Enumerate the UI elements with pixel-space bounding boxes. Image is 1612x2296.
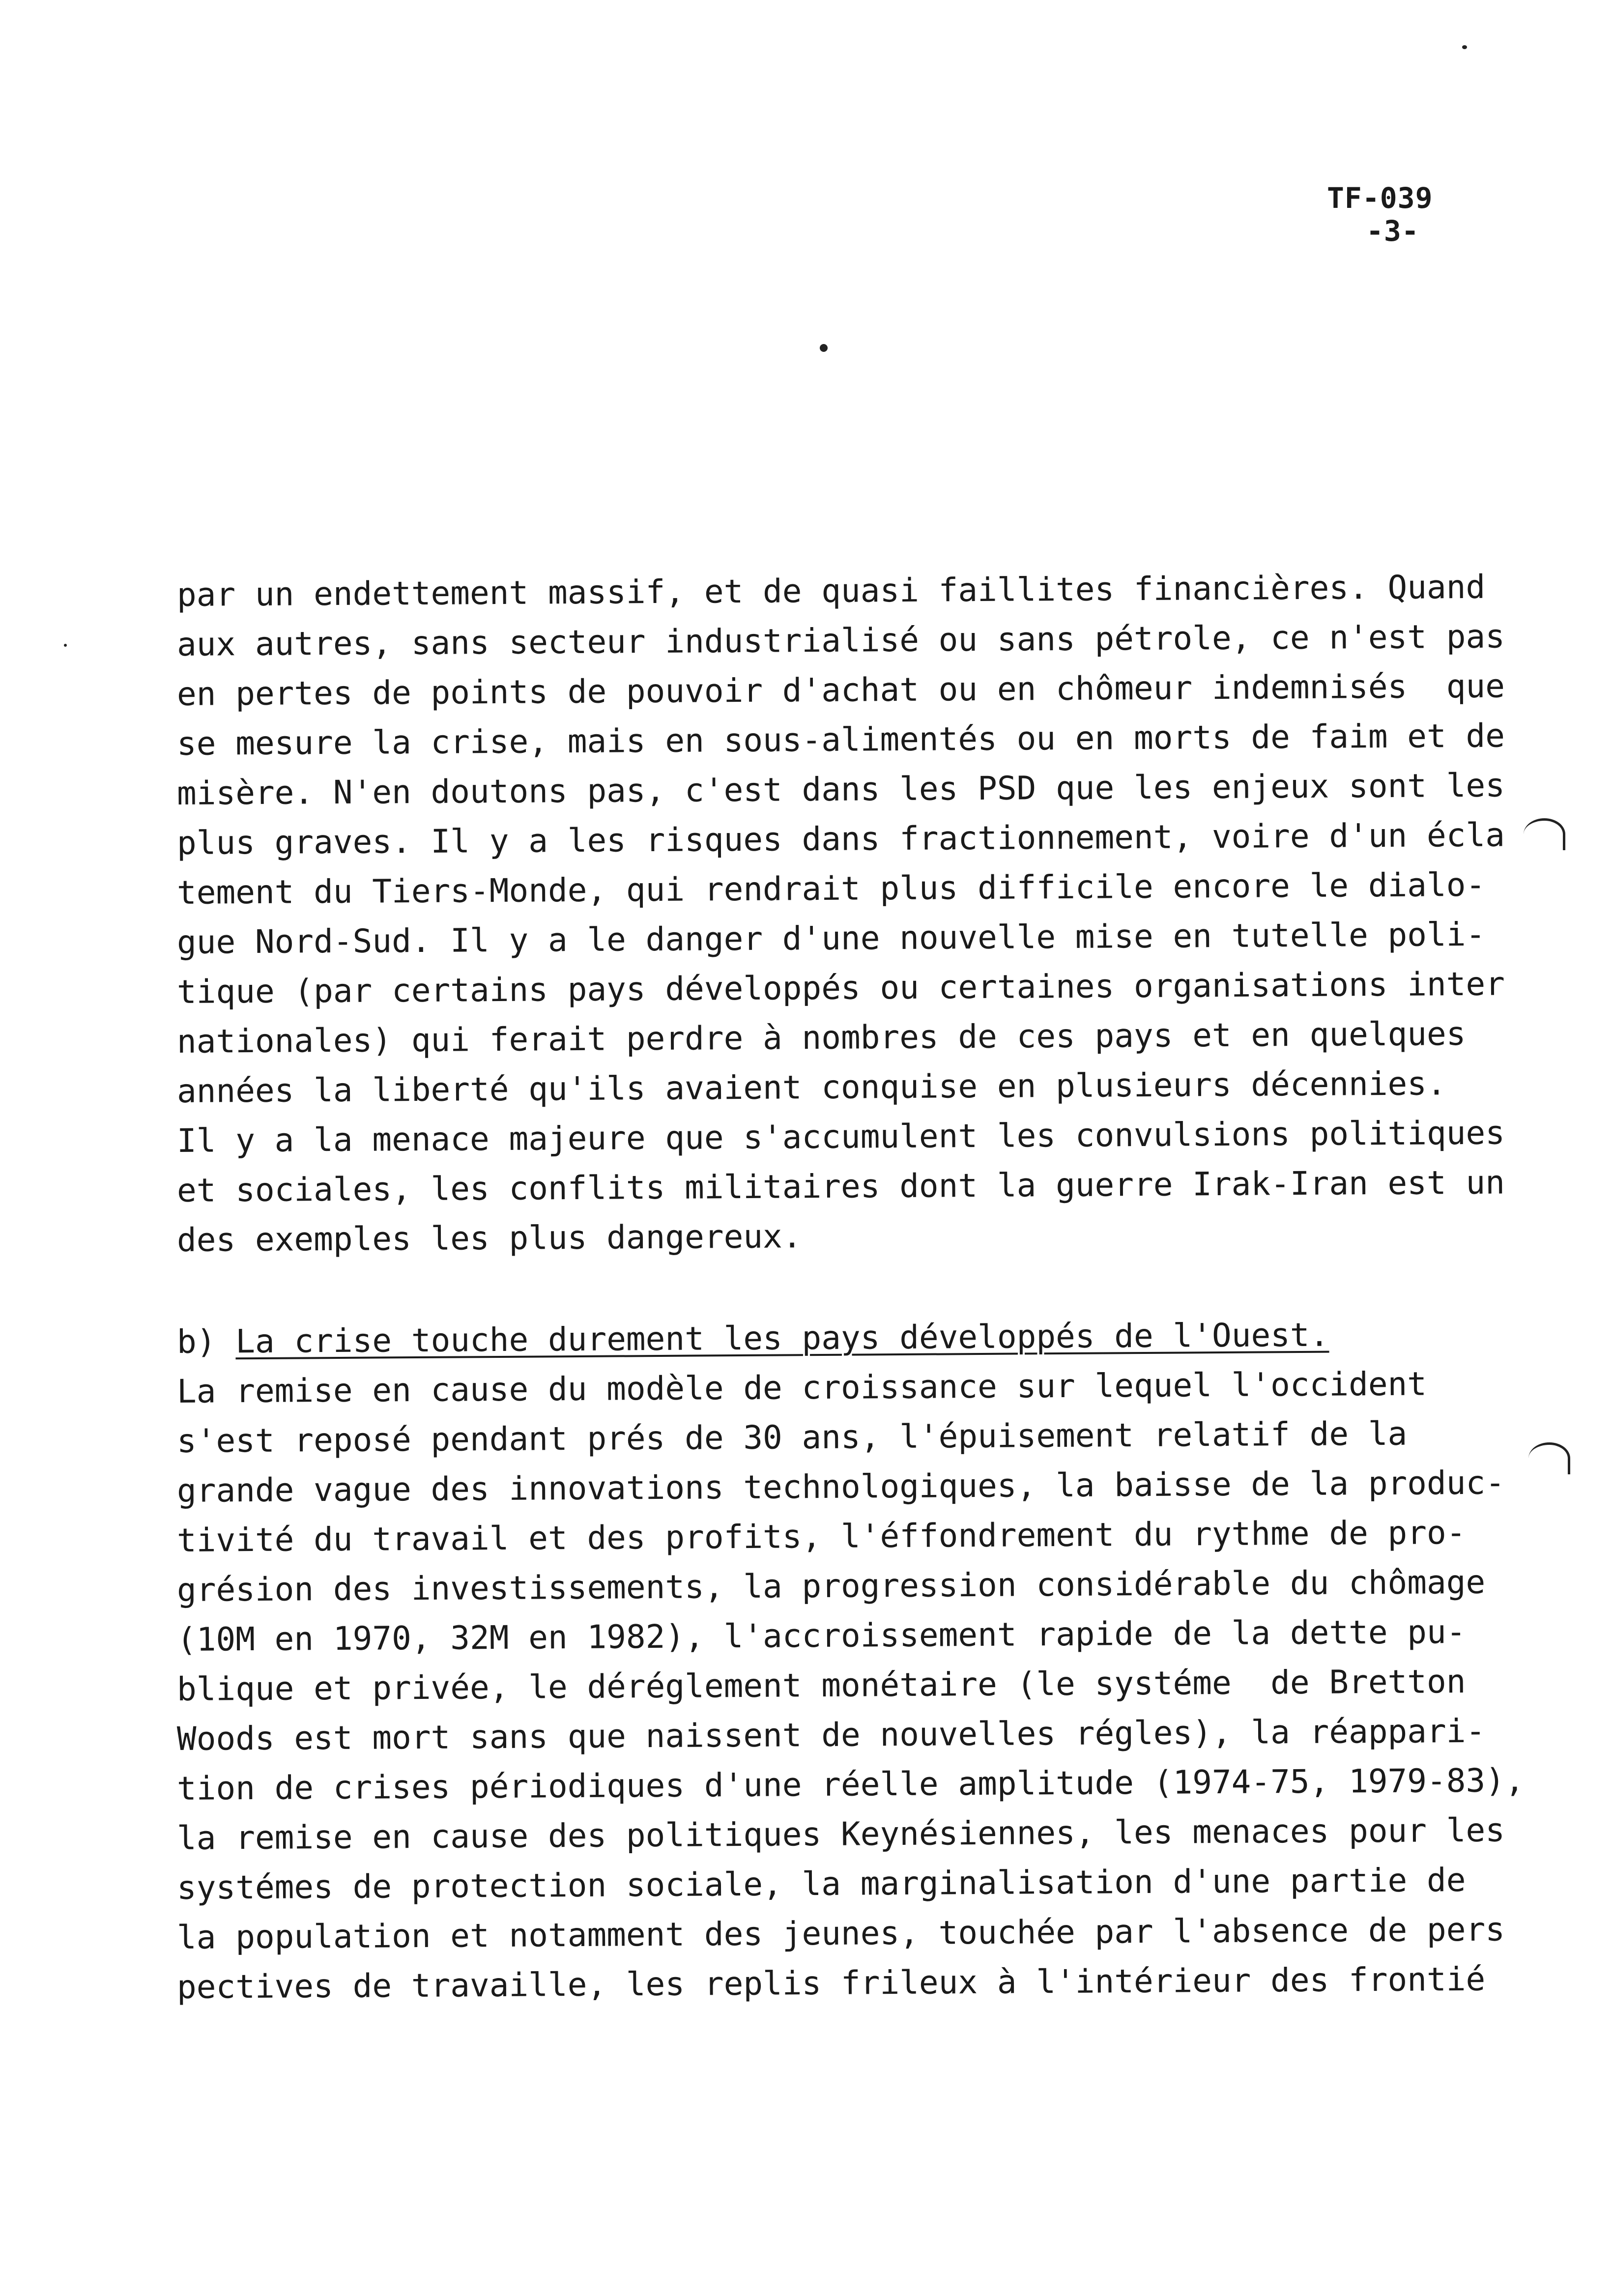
paragraph-a — [177, 570, 1543, 1265]
text-line: blique et privée, le déréglement monétaire (le systéme de Bretton — [176, 1662, 1466, 1708]
text-line: années la liberté qu'ils avaient conquise en plusieurs décennies. — [176, 1064, 1446, 1110]
text-line: la population et notamment des jeunes, touchée par l'absence de pers — [176, 1910, 1505, 1956]
text-line: grésion des investissements, la progression considérable du chômage — [176, 1563, 1486, 1609]
scan-speck — [1462, 45, 1467, 49]
text-line: Il y a la menace majeure que s'accumulent les convulsions politiques — [176, 1114, 1505, 1160]
text-line: systémes de protection sociale, la marginalisation d'une partie de — [176, 1861, 1466, 1907]
paragraph-b — [177, 1317, 1543, 2012]
text-line: la remise en cause des politiques Keynésiennes, les menaces pour les — [176, 1811, 1505, 1857]
text-line: s'est reposé pendant prés de 30 ans, l'épuisement relatif de la — [176, 1414, 1408, 1460]
text-line: aux autres, sans secteur industrialisé ou sans pétrole, ce n'est pas — [176, 617, 1505, 663]
reference-code: TF-039 — [1327, 181, 1433, 215]
text-line: tion de crises périodiques d'une réelle amplitude (1974-75, 1979-83), — [176, 1761, 1525, 1808]
text-line: des exemples les plus dangereux. — [176, 1217, 802, 1259]
section-heading — [177, 1309, 1544, 1367]
text-line: pectives de travaille, les replis frileux à l'intérieur des frontié — [176, 1960, 1486, 2006]
text-line: misère. N'en doutons pas, c'est dans les PSD que les enjeux sont les — [176, 766, 1505, 812]
page-number: -3- — [1366, 214, 1419, 248]
text-line: plus graves. Il y a les risques dans fractionnement, voire d'un écla — [176, 816, 1505, 862]
text-line: La remise en cause du modèle de croissance sur lequel l'occident — [176, 1365, 1427, 1410]
section-heading-text: La crise touche durement les pays développés de l'Ouest. — [235, 1316, 1329, 1361]
text-line: tivité du travail et des profits, l'éffondrement du rythme de pro- — [176, 1513, 1466, 1559]
scan-speck — [64, 644, 67, 647]
text-line: nationales) qui ferait perdre à nombres de ces pays et en quelques — [176, 1014, 1466, 1061]
section-label: b) — [176, 1322, 216, 1361]
document-reference — [1327, 182, 1433, 247]
text-line: gue Nord-Sud. Il y a le danger d'une nouvelle mise en tutelle poli- — [176, 915, 1486, 961]
text-line: Woods est mort sans que naissent de nouvelles régles), la réappari- — [176, 1712, 1486, 1758]
scan-speck — [820, 344, 828, 352]
text-line: et sociales, les conflits militaires dont la guerre Irak-Iran est un — [176, 1163, 1505, 1209]
text-line: par un endettement massif, et de quasi faillites financières. Quand — [176, 568, 1486, 614]
text-line: tique (par certains pays développés ou certaines organisations inter — [176, 965, 1505, 1011]
text-line: grande vague des innovations technologiques, la baisse de la produc- — [176, 1464, 1505, 1510]
text-line: (10M en 1970, 32M en 1982), l'accroissement rapide de la dette pu- — [176, 1612, 1466, 1659]
text-line: tement du Tiers-Monde, qui rendrait plus difficile encore le dialo- — [176, 865, 1486, 912]
text-line: se mesure la crise, mais en sous-alimentés ou en morts de faim et de — [176, 717, 1505, 763]
text-line: en pertes de points de pouvoir d'achat ou en chômeur indemnisés que — [176, 667, 1505, 713]
